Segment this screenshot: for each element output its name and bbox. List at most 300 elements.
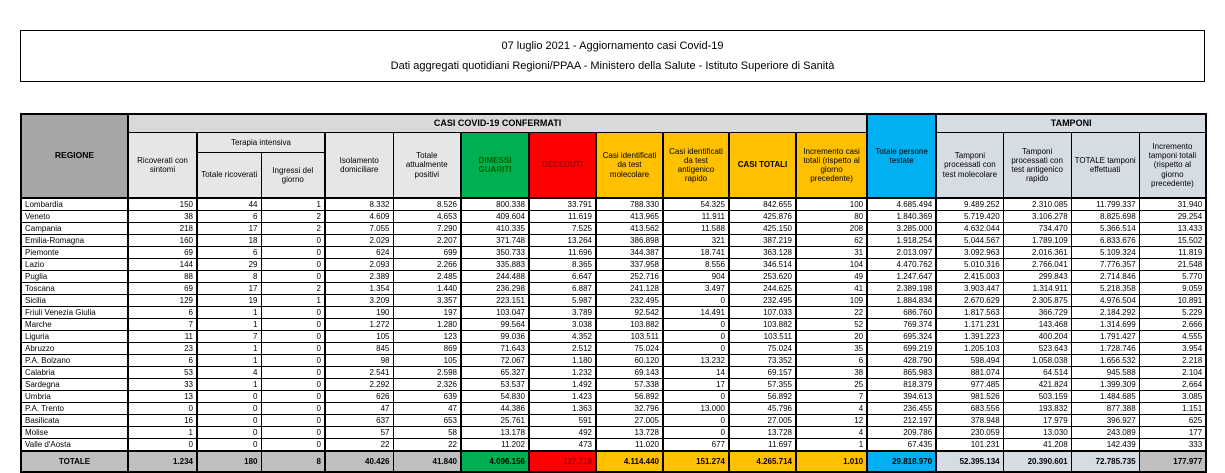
value-cell: 5.044.567 bbox=[936, 235, 1003, 247]
value-cell: 8.556 bbox=[663, 259, 729, 271]
value-cell: 1.232 bbox=[529, 367, 596, 379]
value-cell: 4.653 bbox=[393, 211, 461, 223]
value-cell: 29.254 bbox=[1139, 211, 1206, 223]
total-value-cell: 52.395.134 bbox=[936, 451, 1003, 472]
value-cell: 1.391.223 bbox=[936, 331, 1003, 343]
value-cell: 1.789.109 bbox=[1003, 235, 1071, 247]
value-cell: 523.643 bbox=[1003, 343, 1071, 355]
region-name: Umbria bbox=[21, 391, 128, 403]
region-name: Molise bbox=[21, 427, 128, 439]
total-value-cell: 20.390.601 bbox=[1003, 451, 1071, 472]
value-cell: 1 bbox=[197, 379, 261, 391]
value-cell: 413.562 bbox=[596, 223, 663, 235]
value-cell: 1.151 bbox=[1139, 403, 1206, 415]
value-cell: 1.791.427 bbox=[1071, 331, 1139, 343]
value-cell: 1.484.685 bbox=[1071, 391, 1139, 403]
total-value-cell: 180 bbox=[197, 451, 261, 472]
value-cell: 7.290 bbox=[393, 223, 461, 235]
value-cell: 350.733 bbox=[461, 247, 529, 259]
value-cell: 32.796 bbox=[596, 403, 663, 415]
value-cell: 2.670.629 bbox=[936, 295, 1003, 307]
value-cell: 1 bbox=[197, 355, 261, 367]
region-name: Piemonte bbox=[21, 247, 128, 259]
value-cell: 333 bbox=[1139, 439, 1206, 452]
value-cell: 1.205.103 bbox=[936, 343, 1003, 355]
value-cell: 11.020 bbox=[596, 439, 663, 452]
value-cell: 88 bbox=[128, 271, 197, 283]
table-row bbox=[21, 319, 1206, 331]
value-cell: 0 bbox=[261, 427, 325, 439]
value-cell: 4.555 bbox=[1139, 331, 1206, 343]
table-row bbox=[21, 391, 1206, 403]
region-name: Campania bbox=[21, 223, 128, 235]
table-row bbox=[21, 415, 1206, 427]
value-cell: 904 bbox=[663, 271, 729, 283]
value-cell: 4.976.504 bbox=[1071, 295, 1139, 307]
value-cell: 103.882 bbox=[729, 319, 796, 331]
value-cell: 98 bbox=[325, 355, 393, 367]
value-cell: 1.272 bbox=[325, 319, 393, 331]
value-cell: 41 bbox=[796, 283, 867, 295]
value-cell: 5.218.358 bbox=[1071, 283, 1139, 295]
value-cell: 7 bbox=[128, 319, 197, 331]
covid-table bbox=[20, 113, 1207, 473]
value-cell: 0 bbox=[663, 295, 729, 307]
total-value-cell: 177.977 bbox=[1139, 451, 1206, 472]
value-cell: 335.883 bbox=[461, 259, 529, 271]
value-cell: 346.514 bbox=[729, 259, 796, 271]
value-cell: 142.439 bbox=[1071, 439, 1139, 452]
value-cell: 3.497 bbox=[663, 283, 729, 295]
value-cell: 44.386 bbox=[461, 403, 529, 415]
value-cell: 12 bbox=[796, 415, 867, 427]
value-cell: 60.120 bbox=[596, 355, 663, 367]
value-cell: 425.876 bbox=[729, 211, 796, 223]
value-cell: 421.824 bbox=[1003, 379, 1071, 391]
value-cell: 0 bbox=[197, 391, 261, 403]
value-cell: 14 bbox=[663, 367, 729, 379]
value-cell: 193.832 bbox=[1003, 403, 1071, 415]
value-cell: 2.666 bbox=[1139, 319, 1206, 331]
value-cell: 0 bbox=[261, 343, 325, 355]
table-body bbox=[21, 198, 1206, 451]
value-cell: 144 bbox=[128, 259, 197, 271]
value-cell: 6.647 bbox=[529, 271, 596, 283]
value-cell: 29 bbox=[197, 259, 261, 271]
region-name: Toscana bbox=[21, 283, 128, 295]
value-cell: 0 bbox=[663, 415, 729, 427]
value-cell: 69 bbox=[128, 247, 197, 259]
value-cell: 299.843 bbox=[1003, 271, 1071, 283]
value-cell: 56.892 bbox=[729, 391, 796, 403]
value-cell: 16 bbox=[128, 415, 197, 427]
value-cell: 13.728 bbox=[596, 427, 663, 439]
value-cell: 945.588 bbox=[1071, 367, 1139, 379]
value-cell: 371.748 bbox=[461, 235, 529, 247]
col-header-regione: REGIONE bbox=[21, 114, 128, 198]
value-cell: 1.180 bbox=[529, 355, 596, 367]
value-cell: 394.613 bbox=[867, 391, 936, 403]
report-subtitle: Dati aggregati quotidiani Regioni/PPAA - Ministero della Salute - Istituto Superiore di Sanità bbox=[390, 60, 835, 73]
col-header-incremento-casi: Incremento casi totali (rispetto al giorno precedente) bbox=[796, 133, 867, 199]
value-cell: 0 bbox=[261, 259, 325, 271]
value-cell: 209.786 bbox=[867, 427, 936, 439]
value-cell: 1.492 bbox=[529, 379, 596, 391]
total-value-cell: 4.265.714 bbox=[729, 451, 796, 472]
value-cell: 107.033 bbox=[729, 307, 796, 319]
value-cell: 0 bbox=[261, 235, 325, 247]
value-cell: 14.491 bbox=[663, 307, 729, 319]
value-cell: 2.310.085 bbox=[1003, 198, 1071, 211]
col-header-incremento-tamponi: Incremento tamponi totali (rispetto al giorno precedente) bbox=[1139, 133, 1206, 199]
value-cell: 3.209 bbox=[325, 295, 393, 307]
table-row bbox=[21, 439, 1206, 452]
table-row bbox=[21, 247, 1206, 259]
value-cell: 409.604 bbox=[461, 211, 529, 223]
value-cell: 13.264 bbox=[529, 235, 596, 247]
value-cell: 337.958 bbox=[596, 259, 663, 271]
value-cell: 57.355 bbox=[729, 379, 796, 391]
value-cell: 677 bbox=[663, 439, 729, 452]
value-cell: 47 bbox=[325, 403, 393, 415]
value-cell: 2 bbox=[261, 223, 325, 235]
value-cell: 865.983 bbox=[867, 367, 936, 379]
table-head bbox=[21, 114, 1206, 198]
value-cell: 5.366.514 bbox=[1071, 223, 1139, 235]
value-cell: 0 bbox=[663, 427, 729, 439]
col-header-casi-totali: CASI TOTALI bbox=[729, 133, 796, 199]
value-cell: 386.898 bbox=[596, 235, 663, 247]
value-cell: 1.423 bbox=[529, 391, 596, 403]
value-cell: 62 bbox=[796, 235, 867, 247]
value-cell: 5.770 bbox=[1139, 271, 1206, 283]
total-value-cell: 29.818.970 bbox=[867, 451, 936, 472]
group-header-casi-confermati: CASI COVID-19 CONFERMATI bbox=[128, 114, 867, 133]
value-cell: 3.954 bbox=[1139, 343, 1206, 355]
value-cell: 396.927 bbox=[1071, 415, 1139, 427]
value-cell: 6.887 bbox=[529, 283, 596, 295]
value-cell: 842.655 bbox=[729, 198, 796, 211]
value-cell: 3.092.963 bbox=[936, 247, 1003, 259]
total-value-cell: 127.718 bbox=[529, 451, 596, 472]
value-cell: 5.719.420 bbox=[936, 211, 1003, 223]
value-cell: 53 bbox=[128, 367, 197, 379]
value-cell: 1.247.647 bbox=[867, 271, 936, 283]
value-cell: 3.903.447 bbox=[936, 283, 1003, 295]
value-cell: 1.354 bbox=[325, 283, 393, 295]
value-cell: 0 bbox=[128, 403, 197, 415]
col-header-isolamento: Isolamento domiciliare bbox=[325, 133, 393, 199]
table-row bbox=[21, 295, 1206, 307]
value-cell: 57 bbox=[325, 427, 393, 439]
value-cell: 15.502 bbox=[1139, 235, 1206, 247]
table-row bbox=[21, 403, 1206, 415]
value-cell: 52 bbox=[796, 319, 867, 331]
value-cell: 72.067 bbox=[461, 355, 529, 367]
value-cell: 11.911 bbox=[663, 211, 729, 223]
value-cell: 17 bbox=[197, 223, 261, 235]
value-cell: 0 bbox=[261, 331, 325, 343]
value-cell: 27.005 bbox=[729, 415, 796, 427]
value-cell: 3.285.000 bbox=[867, 223, 936, 235]
value-cell: 236.298 bbox=[461, 283, 529, 295]
table-row bbox=[21, 283, 1206, 295]
value-cell: 1 bbox=[197, 319, 261, 331]
value-cell: 11.202 bbox=[461, 439, 529, 452]
col-header-tamponi-antigenico: Tamponi processati con test antigenico rapido bbox=[1003, 133, 1071, 199]
value-cell: 400.204 bbox=[1003, 331, 1071, 343]
value-cell: 11.799.337 bbox=[1071, 198, 1139, 211]
value-cell: 7 bbox=[197, 331, 261, 343]
value-cell: 252.716 bbox=[596, 271, 663, 283]
value-cell: 626 bbox=[325, 391, 393, 403]
value-cell: 977.485 bbox=[936, 379, 1003, 391]
value-cell: 881.074 bbox=[936, 367, 1003, 379]
value-cell: 800.338 bbox=[461, 198, 529, 211]
value-cell: 0 bbox=[197, 439, 261, 452]
value-cell: 0 bbox=[261, 391, 325, 403]
value-cell: 734.470 bbox=[1003, 223, 1071, 235]
total-row bbox=[21, 451, 1206, 472]
value-cell: 99.564 bbox=[461, 319, 529, 331]
value-cell: 4.609 bbox=[325, 211, 393, 223]
value-cell: 0 bbox=[663, 343, 729, 355]
value-cell: 104 bbox=[796, 259, 867, 271]
value-cell: 4.352 bbox=[529, 331, 596, 343]
value-cell: 143.468 bbox=[1003, 319, 1071, 331]
region-name: P.A. Bolzano bbox=[21, 355, 128, 367]
table-wrapper bbox=[20, 113, 1205, 473]
value-cell: 123 bbox=[393, 331, 461, 343]
total-value-cell: 151.274 bbox=[663, 451, 729, 472]
value-cell: 1.314.699 bbox=[1071, 319, 1139, 331]
region-name: Calabria bbox=[21, 367, 128, 379]
col-header-attualmente-positivi: Totale attualmente positivi bbox=[393, 133, 461, 199]
value-cell: 31.940 bbox=[1139, 198, 1206, 211]
value-cell: 33 bbox=[128, 379, 197, 391]
value-cell: 2.766.041 bbox=[1003, 259, 1071, 271]
value-cell: 1.817.563 bbox=[936, 307, 1003, 319]
value-cell: 18 bbox=[197, 235, 261, 247]
value-cell: 7 bbox=[796, 391, 867, 403]
value-cell: 101.231 bbox=[936, 439, 1003, 452]
value-cell: 0 bbox=[663, 331, 729, 343]
value-cell: 492 bbox=[529, 427, 596, 439]
value-cell: 366.729 bbox=[1003, 307, 1071, 319]
value-cell: 2.292 bbox=[325, 379, 393, 391]
value-cell: 0 bbox=[197, 427, 261, 439]
value-cell: 212.197 bbox=[867, 415, 936, 427]
region-name: Friuli Venezia Giulia bbox=[21, 307, 128, 319]
value-cell: 13.000 bbox=[663, 403, 729, 415]
report-header bbox=[20, 30, 1205, 82]
value-cell: 25 bbox=[796, 379, 867, 391]
value-cell: 2.207 bbox=[393, 235, 461, 247]
value-cell: 2.029 bbox=[325, 235, 393, 247]
value-cell: 1 bbox=[796, 439, 867, 452]
value-cell: 31 bbox=[796, 247, 867, 259]
table-row bbox=[21, 271, 1206, 283]
value-cell: 598.494 bbox=[936, 355, 1003, 367]
value-cell: 13.232 bbox=[663, 355, 729, 367]
col-header-ti-totale: Totale ricoverati bbox=[197, 153, 261, 199]
col-header-ti-ingressi: Ingressi del giorno bbox=[261, 153, 325, 199]
value-cell: 38 bbox=[128, 211, 197, 223]
value-cell: 75.024 bbox=[729, 343, 796, 355]
value-cell: 9.489.252 bbox=[936, 198, 1003, 211]
table-row bbox=[21, 331, 1206, 343]
value-cell: 69.157 bbox=[729, 367, 796, 379]
value-cell: 1.728.746 bbox=[1071, 343, 1139, 355]
value-cell: 2.184.292 bbox=[1071, 307, 1139, 319]
value-cell: 13 bbox=[128, 391, 197, 403]
value-cell: 21.548 bbox=[1139, 259, 1206, 271]
value-cell: 363.128 bbox=[729, 247, 796, 259]
value-cell: 2.218 bbox=[1139, 355, 1206, 367]
value-cell: 413.965 bbox=[596, 211, 663, 223]
value-cell: 1.656.532 bbox=[1071, 355, 1139, 367]
table-row bbox=[21, 223, 1206, 235]
value-cell: 17 bbox=[663, 379, 729, 391]
value-cell: 11.619 bbox=[529, 211, 596, 223]
report-title: 07 luglio 2021 - Aggiornamento casi Covid-19 bbox=[501, 39, 724, 52]
value-cell: 33.791 bbox=[529, 198, 596, 211]
value-cell: 103.511 bbox=[729, 331, 796, 343]
value-cell: 241.128 bbox=[596, 283, 663, 295]
value-cell: 0 bbox=[261, 319, 325, 331]
value-cell: 0 bbox=[261, 271, 325, 283]
value-cell: 13.030 bbox=[1003, 427, 1071, 439]
value-cell: 236.455 bbox=[867, 403, 936, 415]
value-cell: 473 bbox=[529, 439, 596, 452]
value-cell: 11.588 bbox=[663, 223, 729, 235]
total-value-cell: 1.234 bbox=[128, 451, 197, 472]
value-cell: 683.556 bbox=[936, 403, 1003, 415]
value-cell: 232.495 bbox=[596, 295, 663, 307]
value-cell: 56.892 bbox=[596, 391, 663, 403]
total-value-cell: 1.010 bbox=[796, 451, 867, 472]
value-cell: 699 bbox=[393, 247, 461, 259]
region-name: Basilicata bbox=[21, 415, 128, 427]
value-cell: 2.389 bbox=[325, 271, 393, 283]
value-cell: 244.488 bbox=[461, 271, 529, 283]
value-cell: 129 bbox=[128, 295, 197, 307]
value-cell: 1 bbox=[128, 427, 197, 439]
value-cell: 2 bbox=[261, 211, 325, 223]
value-cell: 2.093 bbox=[325, 259, 393, 271]
value-cell: 8 bbox=[197, 271, 261, 283]
value-cell: 73.352 bbox=[729, 355, 796, 367]
value-cell: 6 bbox=[197, 211, 261, 223]
value-cell: 410.335 bbox=[461, 223, 529, 235]
value-cell: 11.696 bbox=[529, 247, 596, 259]
value-cell: 9.059 bbox=[1139, 283, 1206, 295]
value-cell: 13.433 bbox=[1139, 223, 1206, 235]
value-cell: 105 bbox=[393, 355, 461, 367]
value-cell: 2.714.846 bbox=[1071, 271, 1139, 283]
table-row bbox=[21, 343, 1206, 355]
total-value-cell: 4.096.156 bbox=[461, 451, 529, 472]
region-name: Marche bbox=[21, 319, 128, 331]
total-value-cell: 8 bbox=[261, 451, 325, 472]
col-header-tamponi-totale: TOTALE tamponi effettuati bbox=[1071, 133, 1139, 199]
value-cell: 218 bbox=[128, 223, 197, 235]
table-row bbox=[21, 198, 1206, 211]
value-cell: 1.171.231 bbox=[936, 319, 1003, 331]
value-cell: 1.280 bbox=[393, 319, 461, 331]
value-cell: 22 bbox=[796, 307, 867, 319]
value-cell: 321 bbox=[663, 235, 729, 247]
value-cell: 5.987 bbox=[529, 295, 596, 307]
value-cell: 25.761 bbox=[461, 415, 529, 427]
value-cell: 2 bbox=[261, 283, 325, 295]
table-row bbox=[21, 427, 1206, 439]
value-cell: 17 bbox=[197, 283, 261, 295]
value-cell: 35 bbox=[796, 343, 867, 355]
value-cell: 818.379 bbox=[867, 379, 936, 391]
value-cell: 54.325 bbox=[663, 198, 729, 211]
value-cell: 1 bbox=[197, 343, 261, 355]
value-cell: 6 bbox=[796, 355, 867, 367]
value-cell: 253.620 bbox=[729, 271, 796, 283]
group-header-tamponi: TAMPONI bbox=[936, 114, 1206, 133]
value-cell: 71.643 bbox=[461, 343, 529, 355]
value-cell: 1 bbox=[197, 307, 261, 319]
value-cell: 244.625 bbox=[729, 283, 796, 295]
value-cell: 150 bbox=[128, 198, 197, 211]
value-cell: 160 bbox=[128, 235, 197, 247]
region-name: Liguria bbox=[21, 331, 128, 343]
value-cell: 38 bbox=[796, 367, 867, 379]
col-header-terapia-intensiva: Terapia intensiva bbox=[197, 133, 325, 153]
value-cell: 0 bbox=[261, 403, 325, 415]
value-cell: 6 bbox=[197, 247, 261, 259]
table-row bbox=[21, 379, 1206, 391]
value-cell: 1 bbox=[261, 295, 325, 307]
value-cell: 223.151 bbox=[461, 295, 529, 307]
value-cell: 92.542 bbox=[596, 307, 663, 319]
value-cell: 13.178 bbox=[461, 427, 529, 439]
sub-header-row-1 bbox=[21, 133, 1206, 153]
value-cell: 1.918.254 bbox=[867, 235, 936, 247]
col-header-tamponi-molecolare: Tamponi processati con test molecolare bbox=[936, 133, 1003, 199]
value-cell: 699.219 bbox=[867, 343, 936, 355]
value-cell: 591 bbox=[529, 415, 596, 427]
value-cell: 686.760 bbox=[867, 307, 936, 319]
value-cell: 67.435 bbox=[867, 439, 936, 452]
total-value-cell: 72.785.735 bbox=[1071, 451, 1139, 472]
value-cell: 0 bbox=[261, 247, 325, 259]
table-row bbox=[21, 367, 1206, 379]
value-cell: 2.266 bbox=[393, 259, 461, 271]
total-value-cell: 40.426 bbox=[325, 451, 393, 472]
value-cell: 7.055 bbox=[325, 223, 393, 235]
region-name: Sardegna bbox=[21, 379, 128, 391]
value-cell: 100 bbox=[796, 198, 867, 211]
value-cell: 13.728 bbox=[729, 427, 796, 439]
value-cell: 2.541 bbox=[325, 367, 393, 379]
value-cell: 2.512 bbox=[529, 343, 596, 355]
value-cell: 11 bbox=[128, 331, 197, 343]
region-name: P.A. Trento bbox=[21, 403, 128, 415]
value-cell: 8.332 bbox=[325, 198, 393, 211]
value-cell: 4.632.044 bbox=[936, 223, 1003, 235]
value-cell: 2.013.097 bbox=[867, 247, 936, 259]
table-row bbox=[21, 235, 1206, 247]
value-cell: 54.830 bbox=[461, 391, 529, 403]
value-cell: 2.598 bbox=[393, 367, 461, 379]
region-name: Valle d'Aosta bbox=[21, 439, 128, 452]
